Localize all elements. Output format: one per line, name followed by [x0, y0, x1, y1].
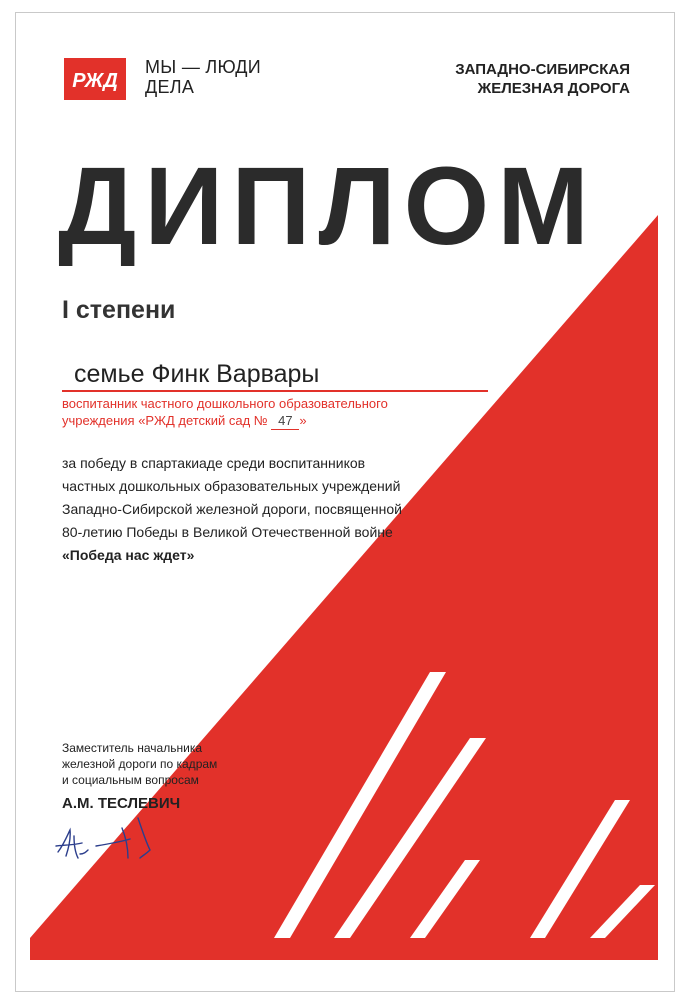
institution-text: [62, 395, 388, 430]
institution-suffix: »: [299, 413, 307, 428]
institution-line-1: воспитанник частного дошкольного образовательного: [62, 396, 388, 411]
signatory-name: А.М. ТЕСЛЕВИЧ: [62, 795, 181, 812]
recipient-name: семье Финк Варвары: [74, 360, 320, 388]
award-reason-line-3: Западно-Сибирской железной дороги, посвященной: [62, 501, 402, 517]
award-reason-line-1: за победу в спартакиаде среди воспитанников: [62, 455, 366, 471]
institution-line-2: [62, 412, 388, 430]
event-motto: «Победа нас ждет»: [62, 547, 195, 563]
recipient-underline: [62, 390, 488, 392]
slogan-line-1: МЫ — ЛЮДИ: [145, 57, 261, 77]
railway-name-line-2: ЖЕЛЕЗНАЯ ДОРОГА: [477, 80, 630, 97]
railway-name: [455, 60, 630, 98]
signatory-role-line-2: железной дороги по кадрам: [62, 757, 218, 771]
rzd-logo: [64, 58, 126, 100]
railway-name-line-1: ЗАПАДНО-СИБИРСКАЯ: [455, 61, 630, 78]
award-reason-line-2: частных дошкольных образовательных учреждений: [62, 478, 401, 494]
diploma-degree: I степени: [62, 296, 176, 324]
signatory-role-line-1: Заместитель начальника: [62, 741, 203, 755]
signatory-role-line-3: и социальным вопросам: [62, 773, 199, 787]
diploma-title: ДИПЛОМ: [58, 145, 597, 268]
logo-text: РЖД: [72, 70, 118, 92]
signatory-role: [62, 740, 217, 788]
award-reason: [62, 452, 402, 567]
award-reason-line-4: 80-летию Победы в Великой Отечественной войне: [62, 524, 393, 540]
slogan: [145, 57, 261, 97]
institution-prefix: учреждения «РЖД детский сад №: [62, 413, 268, 428]
handwritten-signature: [50, 812, 160, 872]
slogan-line-2: ДЕЛА: [145, 77, 195, 97]
kindergarten-number: 47: [271, 412, 299, 430]
